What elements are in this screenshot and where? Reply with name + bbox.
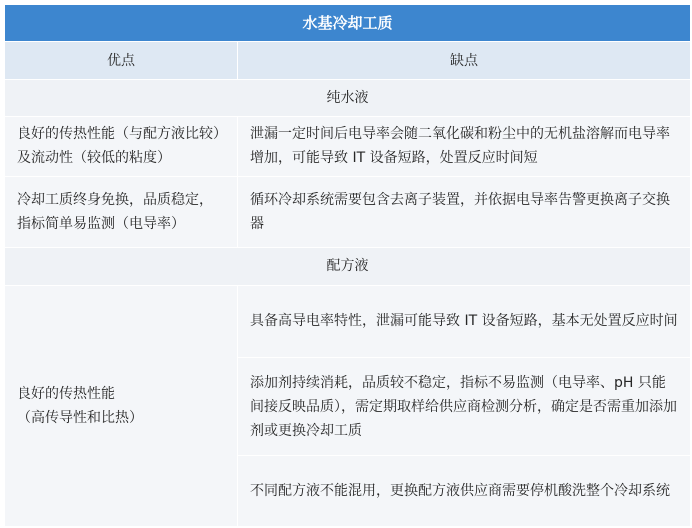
- table-row: [5, 176, 691, 248]
- cons-cell: 循环冷却系统需要包含去离子装置，并依据电导率告警更换离子交换器: [238, 176, 691, 248]
- pros-cell-merged: [5, 285, 238, 526]
- cons-cell: 不同配方液不能混用，更换配方液供应商需要停机酸洗整个冷却系统: [238, 456, 691, 527]
- section-header-formulated: 配方液: [5, 248, 691, 285]
- column-header-pros: 优点: [5, 42, 238, 79]
- pros-line: 良好的传热性能: [17, 385, 115, 402]
- coolant-comparison-table: [4, 4, 691, 527]
- table-title: 水基冷却工质: [5, 5, 691, 42]
- table-row: [5, 117, 691, 177]
- section-header-pure-water: 纯水液: [5, 79, 691, 116]
- table-row: [5, 285, 691, 358]
- pros-cell: 冷却工质终身免换，品质稳定，指标简单易监测（电导率）: [5, 176, 238, 248]
- cons-cell: 泄漏一定时间后电导率会随二氧化碳和粉尘中的无机盐溶解而电导率增加，可能导致 IT 设备短路，处置反应时间短: [238, 117, 691, 177]
- pros-line: （高传导性和比热）: [17, 409, 143, 426]
- cons-cell: 具备高导电率特性，泄漏可能导致 IT 设备短路，基本无处置反应时间: [238, 285, 691, 358]
- pros-cell: 良好的传热性能（与配方液比较）及流动性（较低的粘度）: [5, 117, 238, 177]
- cons-cell: 添加剂持续消耗，品质较不稳定，指标不易监测（电导率、pH 只能间接反映品质），需定期取样给供应商检测分析，确定是否需重加添加剂或更换冷却工质: [238, 358, 691, 456]
- column-header-cons: 缺点: [238, 42, 691, 79]
